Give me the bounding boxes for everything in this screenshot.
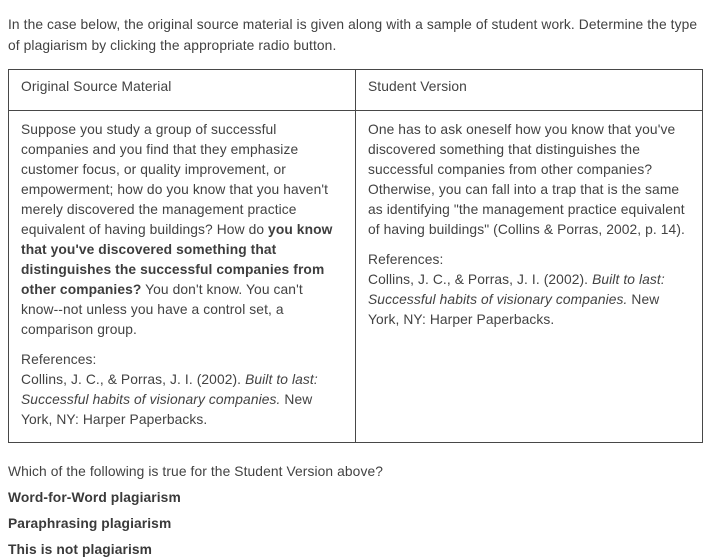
comparison-table (8, 69, 703, 443)
student-citation-tail: New York, NY: Harper Paperbacks. (368, 292, 660, 327)
original-citation-lead: Collins, J. C., & Porras, J. I. (2002). (21, 372, 246, 387)
original-text-tail: You don't know. You can't know--not unless you have a control set, a comparison group. (21, 282, 303, 337)
comparison-table-body (9, 111, 703, 443)
option-not-plagiarism[interactable]: This is not plagiarism (8, 542, 153, 557)
original-citation-title: Built to last: Successful habits of visionary companies. (21, 372, 318, 407)
original-text-lead: Suppose you study a group of successful companies and you find that they emphasize customer focus, or quality improvement, or empowerment; how do you know that you haven't merely discovered the management practice equivalent of having buildings? How do (21, 122, 329, 237)
original-references (21, 350, 343, 430)
student-paragraph (368, 120, 690, 240)
student-version-header: Student Version (356, 70, 703, 111)
student-citation-title: Built to last: Successful habits of visionary companies. (368, 272, 665, 307)
original-references-label: References: (21, 352, 97, 367)
header-row (9, 70, 703, 111)
student-references (368, 250, 690, 330)
student-citation-lead: Collins, J. C., & Porras, J. I. (2002). (368, 272, 593, 287)
original-source-header: Original Source Material (9, 70, 356, 111)
option-paraphrasing-plagiarism[interactable]: Paraphrasing plagiarism (8, 516, 172, 531)
student-version-cell (356, 111, 703, 443)
student-text: One has to ask oneself how you know that you've discovered something that distinguishes the successful companies from other companies? Otherwise, you can fall into a trap that is the same as identifying "the management practice equivalent of having buildings" (Collins & Porras, 2002, p. 14). (368, 122, 685, 237)
comparison-table-head (9, 70, 703, 111)
original-source-cell (9, 111, 356, 443)
option-word-for-word-plagiarism[interactable]: Word-for-Word plagiarism (8, 490, 181, 505)
answer-options (8, 489, 711, 559)
content-row (9, 111, 703, 443)
student-references-label: References: (368, 252, 444, 267)
original-citation-tail: New York, NY: Harper Paperbacks. (21, 392, 313, 427)
original-text-bold: you know that you've discovered something that distinguishes the successful companies from other companies? (21, 222, 333, 297)
question-text: Which of the following is true for the Student Version above? (8, 464, 383, 479)
instructions-text: In the case below, the original source material is given along with a sample of student work. Determine the type of plagiarism by clicking the appropriate radio button. (8, 17, 698, 53)
original-paragraph (21, 120, 343, 340)
